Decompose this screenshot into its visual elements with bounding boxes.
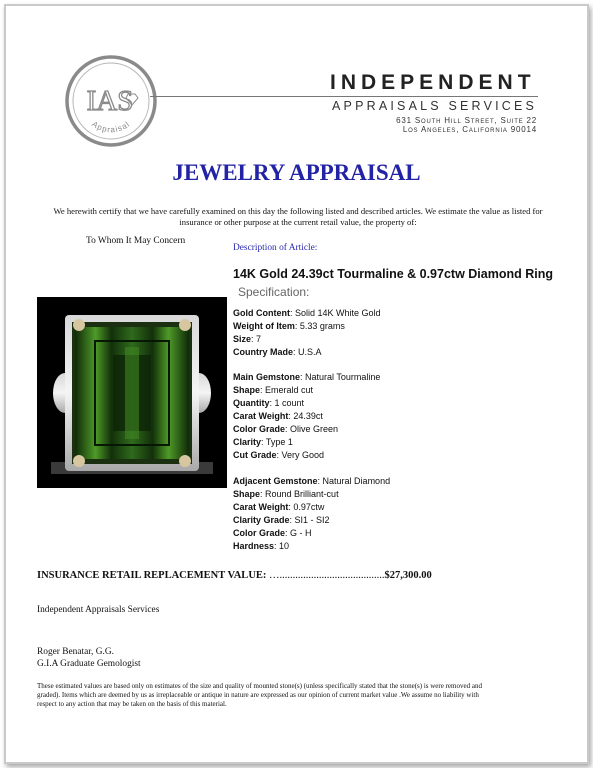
spec-row: Clarity: Type 1 [233, 437, 293, 447]
specification-label: Specification: [238, 285, 310, 299]
ias-logo [64, 54, 158, 148]
spec-row: Cut Grade: Very Good [233, 450, 325, 460]
company-subtitle: APPRAISALS SERVICES [332, 99, 538, 113]
signer-credential: G.I.A Graduate Gemologist [37, 659, 141, 669]
spec-row: Weight of Item: 5.33 grams [233, 321, 345, 331]
signature-company: Independent Appraisals Services [37, 605, 160, 615]
header-divider [150, 96, 538, 97]
main-gem-specs [233, 371, 380, 462]
signer-name: Roger Benatar, G.G. [37, 647, 114, 657]
spec-row: Color Grade: Olive Green [233, 424, 339, 434]
adjacent-gem-specs [233, 475, 390, 553]
owner-name: To Whom It May Concern [86, 236, 186, 246]
item-title: 14K Gold 24.39ct Tourmaline & 0.97ctw Diamond Ring [233, 267, 553, 281]
spec-row: Clarity Grade: SI1 - SI2 [233, 515, 330, 525]
spec-row: Carat Weight: 0.97ctw [233, 502, 325, 512]
address-line-2: Los Angeles, California 90014 [402, 125, 537, 134]
valuation-dots: …........................................ [269, 570, 385, 581]
address-line-1: 631 South Hill Street, Suite 22 [396, 116, 537, 125]
spec-row: Adjacent Gemstone: Natural Diamond [233, 476, 391, 486]
spec-row: Size: 7 [233, 334, 262, 344]
valuation-amount: $27,300.00 [384, 570, 432, 581]
metal-specs [233, 307, 381, 359]
spec-row: Shape: Emerald cut [233, 385, 314, 395]
valuation-label: INSURANCE RETAIL REPLACEMENT VALUE: [37, 570, 267, 581]
spec-row: Color Grade: G - H [233, 528, 312, 538]
spec-row: Carat Weight: 24.39ct [233, 411, 323, 421]
valuation-line [37, 570, 432, 581]
disclaimer-text: These estimated values are based only on estimates of the size and quality of mounted stone(s) (unless specifically stated that the stone(s) is were removed and graded). Items which are deemed by us as irreplaceable or antique in nature are expressed as our opinion of current market value .We assume no liability with respect to any action that may be taken on the basis of this material. [37, 682, 482, 708]
spec-row: Shape: Round Brilliant-cut [233, 489, 339, 499]
spec-row: Main Gemstone: Natural Tourmaline [233, 372, 381, 382]
company-name: INDEPENDENT [330, 71, 536, 94]
ring-photo [37, 297, 227, 488]
certification-text: We herewith certify that we have carefully examined on this day the following listed and described articles. We estimate the value as listed for insurance or other purpose at the current retail value, the property of: [53, 206, 543, 227]
logo-arc-text: Appraisal [90, 119, 132, 135]
spec-row: Gold Content: Solid 14K White Gold [233, 308, 381, 318]
spec-row: Quantity: 1 count [233, 398, 305, 408]
logo-letters: IAS [86, 85, 134, 117]
signer-block [37, 646, 141, 670]
spec-row: Country Made: U.S.A [233, 347, 322, 357]
spec-row: Hardness: 10 [233, 541, 290, 551]
document-title: JEWELRY APPRAISAL [172, 160, 421, 185]
description-label: Description of Article: [233, 243, 318, 253]
